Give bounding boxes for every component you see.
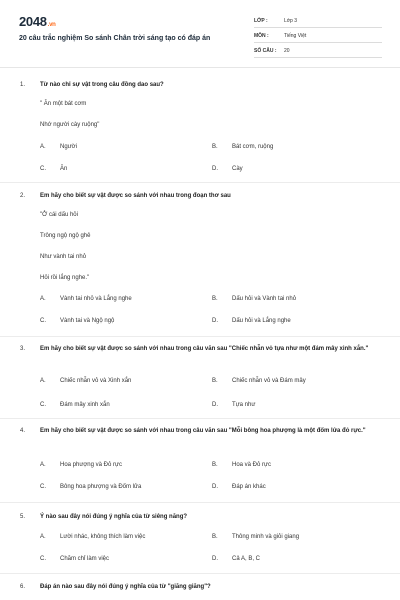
- option-c[interactable]: [40, 484, 141, 490]
- option-text: Tựa như: [232, 402, 256, 408]
- option-d[interactable]: [212, 166, 243, 172]
- option-letter: C.: [40, 484, 46, 490]
- question-number: 1.: [20, 82, 26, 88]
- option-a[interactable]: [40, 378, 131, 384]
- meta-label: SỐ CÂU :: [254, 48, 277, 54]
- option-letter: A.: [40, 534, 46, 540]
- option-c[interactable]: [40, 318, 114, 324]
- option-letter: B.: [212, 144, 218, 150]
- question-text: Em hãy cho biết sự vật được so sánh với nhau trong câu văn sau "Chiếc nhẫn vỏ tựa như một đám mây xinh xắn.": [40, 346, 369, 352]
- question-quote-line: "Ở cái dấu hỏi: [40, 212, 78, 218]
- option-d[interactable]: [212, 318, 291, 324]
- option-text: Người: [60, 144, 77, 150]
- question-quote-line: " Ăn một bát cơm: [40, 101, 87, 107]
- site-logo[interactable]: [19, 14, 56, 29]
- meta-label: LỚP :: [254, 18, 268, 24]
- option-text: Cả A, B, C: [232, 556, 261, 562]
- option-c[interactable]: [40, 402, 110, 408]
- option-text: Chiếc nhẫn vỏ và Đám mây: [232, 378, 306, 384]
- question-divider: [0, 573, 400, 574]
- option-letter: A.: [40, 378, 46, 384]
- question-number: 5.: [20, 514, 26, 520]
- meta-label: MÔN :: [254, 33, 269, 39]
- option-letter: B.: [212, 462, 218, 468]
- question-divider: [0, 182, 400, 183]
- option-text: Bát cơm, ruộng: [232, 144, 274, 150]
- question-text: Em hãy cho biết sự vật được so sánh với nhau trong đoạn thơ sau: [40, 193, 231, 199]
- option-b[interactable]: [212, 534, 299, 540]
- option-a[interactable]: [40, 144, 77, 150]
- question-quote-line: Nhớ người cày ruộng": [40, 122, 100, 128]
- option-d[interactable]: [212, 402, 255, 408]
- option-letter: C.: [40, 318, 46, 324]
- logo-text: 2048: [19, 14, 47, 29]
- option-text: Dấu hỏi và Vành tai nhỏ: [232, 296, 297, 302]
- meta-count-row: [254, 46, 382, 58]
- header-divider: [0, 67, 400, 68]
- option-text: Đáp án khác: [232, 484, 266, 490]
- option-b[interactable]: [212, 462, 271, 468]
- question-text: Từ nào chỉ sự vật trong câu đồng dao sau?: [40, 82, 164, 88]
- option-d[interactable]: [212, 484, 266, 490]
- meta-class-row: [254, 16, 382, 28]
- option-letter: D.: [212, 402, 218, 408]
- question-quote-line: Trông ngộ ngộ ghê: [40, 233, 91, 239]
- question-text: Đáp án nào sau đây nói đúng ý nghĩa của từ "giăng giăng"?: [40, 584, 211, 590]
- question-number: 6.: [20, 584, 26, 590]
- question-quote-line: Hỏi rồi lắng nghe.": [40, 275, 90, 281]
- option-letter: A.: [40, 296, 46, 302]
- option-text: Chiếc nhẫn vỏ và Xinh xắn: [60, 378, 132, 384]
- option-text: Cày: [232, 166, 243, 172]
- option-text: Hoa phượng và Đỏ rực: [60, 462, 122, 468]
- option-b[interactable]: [212, 378, 306, 384]
- option-letter: A.: [40, 144, 46, 150]
- option-text: Bông hoa phượng và Đốm lửa: [60, 484, 142, 490]
- option-letter: C.: [40, 166, 46, 172]
- meta-subject-row: [254, 31, 382, 43]
- option-text: Thông minh và giỏi giang: [232, 534, 300, 540]
- option-d[interactable]: [212, 556, 260, 562]
- question-divider: [0, 336, 400, 337]
- option-letter: C.: [40, 402, 46, 408]
- question-number: 3.: [20, 346, 26, 352]
- page-header: [0, 0, 400, 64]
- meta-value: 20: [284, 48, 290, 54]
- option-text: Hoa và Đỏ rực: [232, 462, 272, 468]
- option-a[interactable]: [40, 296, 132, 302]
- option-text: Chăm chỉ làm việc: [60, 556, 110, 562]
- question-text: Em hãy cho biết sự vật được so sánh với nhau trong câu văn sau "Mỗi bông hoa phượng là một đốm lửa đỏ rực.": [40, 428, 366, 434]
- logo-suffix: .vn: [47, 22, 56, 28]
- document-title: 20 câu trắc nghiệm So sánh Chân trời sáng tạo có đáp án: [19, 35, 211, 42]
- option-letter: B.: [212, 534, 218, 540]
- option-text: Đám mây xinh xắn: [60, 402, 110, 408]
- option-text: Vành tai nhỏ và Lắng nghe: [60, 296, 132, 302]
- option-b[interactable]: [212, 144, 273, 150]
- question-divider: [0, 502, 400, 503]
- option-a[interactable]: [40, 462, 122, 468]
- option-c[interactable]: [40, 166, 67, 172]
- option-text: Ăn: [60, 166, 68, 172]
- meta-value: Tiếng Việt: [284, 33, 307, 39]
- option-b[interactable]: [212, 296, 296, 302]
- option-letter: D.: [212, 484, 218, 490]
- option-letter: C.: [40, 556, 46, 562]
- option-a[interactable]: [40, 534, 145, 540]
- question-divider: [0, 418, 400, 419]
- question-number: 2.: [20, 193, 26, 199]
- question-text: Ý nào sau đây nói đúng ý nghĩa của từ siêng năng?: [40, 514, 188, 520]
- option-letter: D.: [212, 556, 218, 562]
- question-quote-line: Như vành tai nhỏ: [40, 254, 87, 260]
- option-letter: B.: [212, 378, 218, 384]
- option-text: Dấu hỏi và Lắng nghe: [232, 318, 291, 324]
- option-letter: A.: [40, 462, 46, 468]
- meta-value: Lớp 3: [284, 18, 298, 24]
- option-letter: B.: [212, 296, 218, 302]
- option-text: Lười nhác, không thích làm việc: [60, 534, 146, 540]
- option-letter: D.: [212, 166, 218, 172]
- option-c[interactable]: [40, 556, 109, 562]
- question-number: 4.: [20, 428, 26, 434]
- option-letter: D.: [212, 318, 218, 324]
- option-text: Vành tai và Ngộ ngộ: [60, 318, 115, 324]
